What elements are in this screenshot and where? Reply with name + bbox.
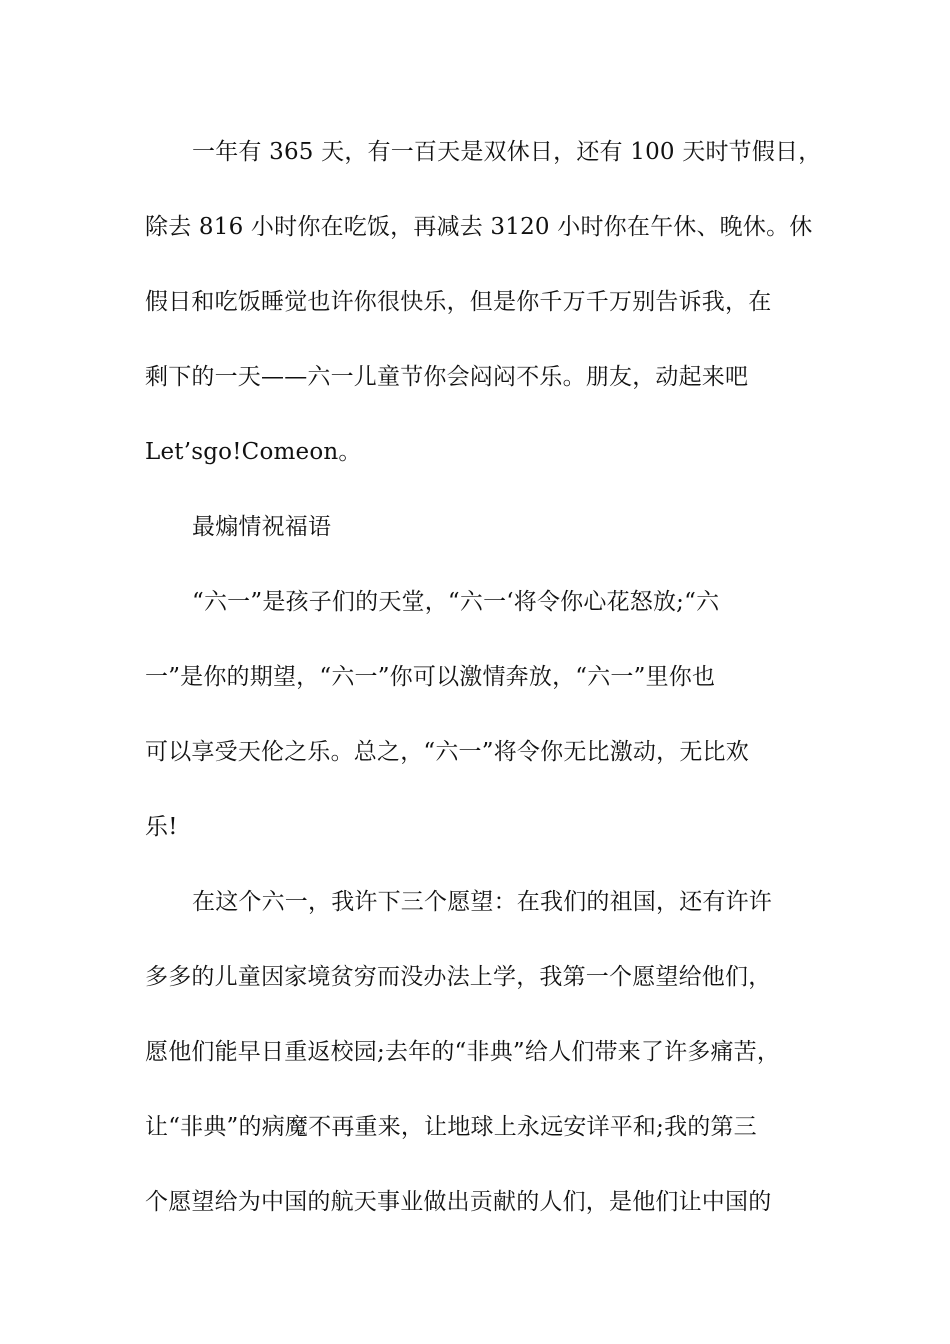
paragraph-4-line-1: 在这个六一，我许下三个愿望：在我们的祖国，还有许许 bbox=[192, 889, 772, 915]
section-heading: 最煽情祝福语 bbox=[192, 514, 332, 540]
paragraph-1-line-3: 假日和吃饭睡觉也许你很快乐，但是你千万千万别告诉我，在 bbox=[145, 289, 772, 315]
paragraph-3-line-1: “六一”是孩子们的天堂，“六一‘将令你心花怒放;“六 bbox=[192, 589, 720, 615]
paragraph-1-line-5: Let’sgo!Comeon。 bbox=[145, 439, 362, 465]
paragraph-4-line-4: 让“非典”的病魔不再重来，让地球上永远安详平和;我的第三 bbox=[145, 1114, 757, 1140]
paragraph-4-line-2: 多多的儿童因家境贫穷而没办法上学，我第一个愿望给他们， bbox=[145, 964, 772, 990]
paragraph-4-line-5: 个愿望给为中国的航天事业做出贡献的人们，是他们让中国的 bbox=[145, 1189, 772, 1215]
paragraph-3-line-3: 可以享受天伦之乐。总之，“六一”将令你无比激动，无比欢 bbox=[145, 739, 749, 765]
paragraph-3-line-2: 一”是你的期望，“六一”你可以激情奔放，“六一”里你也 bbox=[145, 664, 716, 690]
paragraph-1-line-2: 除去 816 小时你在吃饭，再减去 3120 小时你在午休、晚休。休 bbox=[145, 214, 813, 240]
paragraph-3-line-4: 乐! bbox=[145, 814, 178, 840]
paragraph-1-line-4: 剩下的一天——六一儿童节你会闷闷不乐。朋友，动起来吧 bbox=[145, 364, 749, 390]
paragraph-1-line-1: 一年有 365 天，有一百天是双休日，还有 100 天时节假日， bbox=[192, 139, 822, 165]
paragraph-4-line-3: 愿他们能早日重返校园;去年的“非典”给人们带来了许多痛苦， bbox=[145, 1039, 781, 1065]
